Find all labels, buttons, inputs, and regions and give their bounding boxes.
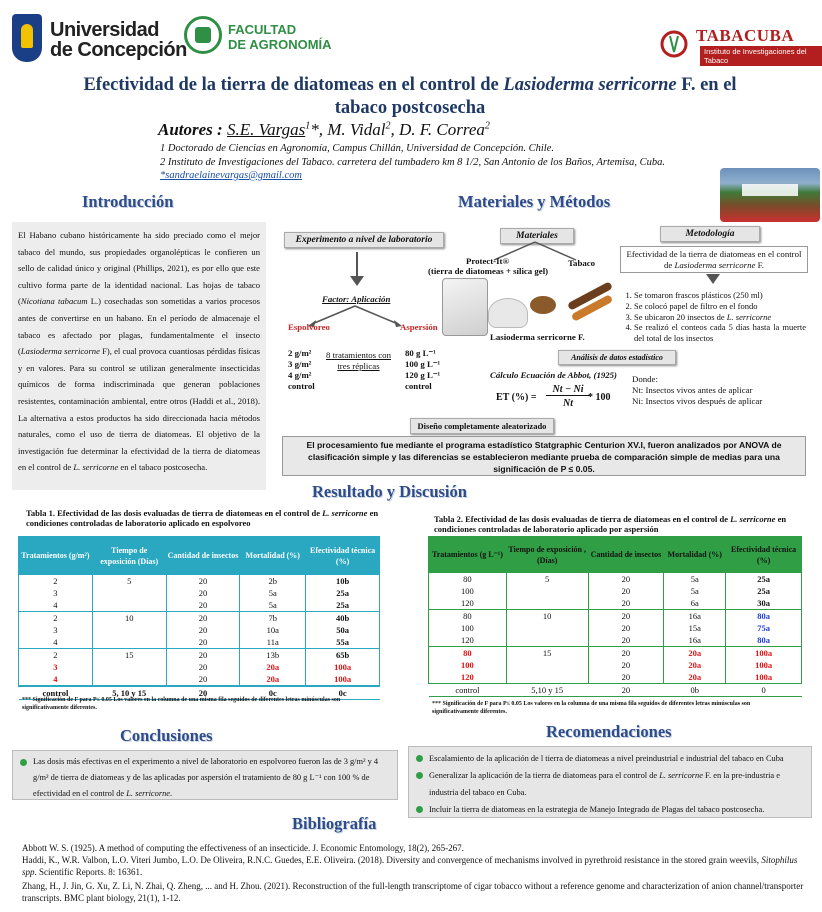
reference-2 — [22, 854, 812, 878]
table-cell — [506, 671, 588, 684]
table1-caption-1: Tabla 1. Efectividad de las dosis evaluadas de tierra de diatomeas en el control de — [26, 508, 323, 518]
conclusion-text: Las dosis más efectivas en el experimento a nivel de laboratorio en espolvoreo fueron las de 3 g/m² y 4 g/m² de tierra de diatomeas y de las aplicadas por aspersión el tratamiento de 80 g L⁻¹ con 100 % de efectividad en el control de — [33, 757, 379, 798]
author-1-sup: 1 — [305, 120, 311, 132]
table-cell: 50a — [306, 624, 380, 636]
conclusion-it: L. serricorne — [126, 789, 170, 798]
table-cell: 80 — [429, 573, 507, 586]
table-cell: 100 — [429, 622, 507, 634]
table-cell: 15a — [664, 622, 726, 634]
formula-et: ET (%) = — [496, 392, 537, 403]
table-row — [19, 599, 380, 612]
asp-3: 120 g L⁻¹ — [405, 370, 441, 380]
table-cell: 5a — [664, 573, 726, 586]
flow-stem — [356, 252, 358, 276]
arrow-down-icon — [350, 276, 364, 286]
table-row — [429, 622, 802, 634]
authors-line — [158, 120, 490, 140]
step-2: 2. Se colocó papel de filtro en el fondo — [634, 301, 806, 312]
treatments-label — [326, 350, 391, 372]
table2-caption — [434, 514, 814, 534]
agro-line2: DE AGRONOMÍA — [228, 37, 332, 52]
heading-introduccion: Introducción — [82, 192, 174, 211]
table-cell: 65b — [306, 649, 380, 662]
table-cell: 100a — [726, 659, 802, 671]
table-cell: 100a — [726, 671, 802, 684]
table-cell: 80a — [726, 610, 802, 623]
intro-t3-it: L. serricorne — [73, 462, 119, 473]
tabacuba-name: TABACUBA — [696, 26, 795, 45]
udec-logo-icon — [12, 14, 42, 62]
table-cell: 100a — [306, 673, 380, 686]
table-cell: 16a — [664, 610, 726, 623]
intro-t2: L.) cosechadas son sometidas a varios procesos antes de convertirse en un habano. En el período de almacenaje el tabaco es afectado por plagas, fundamentalmente el insecto ( — [18, 296, 260, 357]
table-cell: 0 — [726, 684, 802, 697]
intro-text-box — [12, 222, 266, 490]
table2 — [428, 536, 802, 697]
affiliation-2: 2 Instituto de Investigaciones del Tabaco. carretera del tumbadero km 8 1/2, San Antonio de los Baños, Artemisa, Cuba. — [160, 157, 666, 168]
table-cell: 20 — [166, 599, 240, 612]
table-row — [19, 612, 380, 625]
agronomia-name — [228, 22, 332, 52]
methodology-pill: Metodología — [660, 226, 760, 242]
t1-header-2: Cantidad de insectos — [166, 537, 240, 575]
table-row — [429, 634, 802, 647]
table-cell: 6a — [664, 597, 726, 610]
table-cell: 40b — [306, 612, 380, 625]
table-row — [429, 585, 802, 597]
table-cell: 80a — [726, 634, 802, 647]
table-cell: 10 — [92, 612, 166, 625]
table-cell — [506, 622, 588, 634]
table-cell: 10a — [240, 624, 306, 636]
table1-note: *** Significación de F para P≤ 0.05 Los valores en la columna de una misma fila seguidos de diferentes letras minúsculas son significativamente diferentes. — [22, 697, 341, 711]
table-row — [429, 573, 802, 586]
table-cell: 20 — [588, 622, 664, 634]
table-cell: 3 — [19, 587, 93, 599]
table-cell: 20 — [588, 597, 664, 610]
table-cell: 4 — [19, 599, 93, 612]
intro-t3: F), el cual provoca cuantiosas pérdidas físicas y en valores. Para su control se utilizan generalmente insecticidas químicos de forma indiscriminada que generan poblaciones resistentes, contaminación ambiental, entre otros (Haddi et al., 2018). La alternativa a estos productos ha sido direccionada hacia métodos naturales, como el uso de tierra de diatomeas. El objetivo de la investigación fue determinar la efectividad de la tierra de diatomeas en el control de — [18, 346, 260, 473]
protect-bag-image — [442, 278, 488, 336]
table-row-control — [429, 684, 802, 697]
methodology-box-it: Lasioderma serricorne — [674, 259, 756, 270]
table-cell: 20a — [664, 647, 726, 660]
agro-line1: FACULTAD — [228, 22, 297, 37]
methodology-box — [620, 246, 808, 273]
table-cell: 4 — [19, 636, 93, 649]
espolvoreo-label: Espolvoreo — [288, 322, 330, 332]
intro-t1-it: Nicotiana tabacum — [20, 296, 88, 307]
conclusions-box — [12, 750, 398, 800]
recommendation-3: Incluir la tierra de diatomeas en la estrategia de Manejo Integrado de Plagas del tabaco postcosecha. — [415, 801, 805, 818]
table-cell: 20 — [588, 659, 664, 671]
table-cell: 20 — [166, 636, 240, 649]
reference-2-it: Sitophilus spp — [22, 855, 798, 877]
experiment-pill: Experimento a nivel de laboratorio — [284, 232, 444, 248]
table-cell — [506, 597, 588, 610]
table-row — [429, 659, 802, 671]
table-row — [429, 597, 802, 610]
table1-caption-it: L. serricorne — [322, 508, 368, 518]
table-cell: 5a — [240, 587, 306, 599]
table-cell: 3 — [19, 624, 93, 636]
table-cell — [92, 624, 166, 636]
dose-1: 2 g/m² — [288, 348, 312, 358]
dose-list-aspersion — [405, 348, 440, 392]
table-cell — [92, 636, 166, 649]
table-cell — [506, 634, 588, 647]
table-cell: 20a — [240, 673, 306, 686]
poster-title — [60, 74, 760, 120]
author-1-star: * — [310, 120, 319, 139]
table-cell: 20 — [588, 647, 664, 660]
table1 — [18, 536, 380, 700]
t1-header-0: Tratamientos (g/m²) — [19, 537, 93, 575]
table-cell: control — [429, 684, 507, 697]
table-cell: 55a — [306, 636, 380, 649]
table-cell: 10b — [306, 575, 380, 588]
methodology-box-text: Efectividad de la tierra de diatomeas en el control de — [626, 249, 802, 270]
table-row — [429, 671, 802, 684]
step-3-text: Se ubicaron 20 insectos de — [634, 311, 727, 322]
heading-resultados: Resultado y Discusión — [312, 482, 467, 501]
dose-3: 4 g/m² — [288, 370, 312, 380]
table-cell: 20a — [664, 659, 726, 671]
insect-label: Lasioderma serricorne F. — [490, 332, 585, 342]
asp-2: 100 g L⁻¹ — [405, 359, 441, 369]
methodology-steps — [624, 290, 806, 344]
authors-label: Autores : — [158, 120, 223, 139]
table-cell: 30a — [726, 597, 802, 610]
table-cell: 20 — [588, 573, 664, 586]
dose-list-espolvoreo — [288, 348, 315, 392]
methodology-box-end: F. — [755, 259, 764, 270]
table-cell — [92, 587, 166, 599]
asp-control: control — [405, 381, 432, 391]
t1-header-3: Mortalidad (%) — [240, 537, 306, 575]
table-cell: 120 — [429, 597, 507, 610]
table-cell: 20 — [166, 575, 240, 588]
institute-photo — [720, 168, 820, 222]
protect-sub: (tierra de diatomeas + sílica gel) — [428, 266, 549, 276]
udec-line1: Universidad — [50, 19, 159, 41]
heading-conclusiones: Conclusiones — [120, 726, 213, 745]
asp-1: 80 g L⁻¹ — [405, 348, 436, 358]
table-cell — [506, 659, 588, 671]
table1-caption-2: en condiciones controladas de laboratorio aplicado en espolvoreo — [26, 508, 379, 528]
stats-pill: Análisis de datos estadístico — [558, 350, 676, 365]
step-4: 4. Se realizó el conteos cada 5 días hasta la muerte del total de los insectos — [634, 322, 806, 344]
table-cell: 100 — [429, 659, 507, 671]
intro-t1: El Habano cubano históricamente ha sido preciado como el mejor tabaco del mundo, sus propiedades organolépticas le confieren un sello de calidad único y original (Phillips, 2021), es por ello que este cultivo forma parte de la identidad nacional. Las hojas de tabaco ( — [18, 230, 260, 307]
table-cell: 20a — [240, 661, 306, 673]
dose-2: 3 g/m² — [288, 359, 312, 369]
udec-line2: de Concepción — [50, 39, 187, 61]
author-3-sup: 2 — [484, 120, 490, 132]
table-cell: 3 — [19, 661, 93, 673]
t2-header-4: Efectividad técnica (%) — [726, 537, 802, 573]
table-row — [19, 636, 380, 649]
table-cell: 2 — [19, 649, 93, 662]
table-cell: 13b — [240, 649, 306, 662]
table-cell: 15 — [506, 647, 588, 660]
table-cell: 5,10 y 15 — [506, 684, 588, 697]
reference-3: Zhang, H., J. Jin, G. Xu, Z. Li, N. Zhai, Q. Zheng, ... and H. Zhou. (2021). Reconstruction of the full-length transcriptome of cigar tobacco without a reference genome and characterization of anion channel/transporter transcripts. BMC plant biology, 21(1), 1-12. — [22, 881, 804, 903]
heading-recomendaciones: Recomendaciones — [546, 722, 672, 741]
table-cell: 120 — [429, 634, 507, 647]
factor-label: Factor: Aplicación — [322, 294, 391, 304]
table-row — [19, 661, 380, 673]
table-cell: 20 — [166, 661, 240, 673]
dose-control: control — [288, 381, 315, 391]
reference-1: Abbott W. S. (1925). A method of computing the effectiveness of an insecticide. J. Economic Entomology, 18(2), 265-267. — [22, 843, 464, 853]
beetle-icon — [530, 296, 556, 314]
t2-header-0: Tratamientos (g L⁻¹) — [429, 537, 507, 573]
table-row — [19, 649, 380, 662]
tabacuba-logo-icon — [660, 30, 688, 58]
table-row — [19, 624, 380, 636]
title-species: Lasioderma serricorne — [503, 75, 677, 95]
table-cell — [506, 585, 588, 597]
table-cell: 5 — [506, 573, 588, 586]
treatments-line1: 8 tratamientos con — [326, 350, 391, 360]
step-3 — [634, 312, 806, 323]
table-cell: 20 — [588, 634, 664, 647]
table-cell: 25a — [726, 585, 802, 597]
table-cell: 100 — [429, 585, 507, 597]
tabacuba-subtitle: Instituto de Investigaciones del Tabaco — [700, 46, 822, 66]
table-cell: 20 — [166, 624, 240, 636]
abbot-label: Cálculo Ecuación de Abbot, (1925) — [490, 370, 617, 380]
conclusion-end: . — [170, 789, 173, 798]
processing-box: El procesamiento fue mediante el programa estadístico Statgraphic Centurion XV.I, fueron analizados por ANOVA de clasificación simple y las diferencias se establecieron mediante prueba de comparación simple de medias para una significación de P ≤ 0.05. — [282, 436, 806, 476]
table-cell: 5a — [664, 585, 726, 597]
protect-label: Protect-It® — [466, 256, 510, 266]
recommendation-2-it: L. serricorne — [659, 771, 703, 780]
recommendation-2 — [415, 767, 805, 801]
table-row — [19, 673, 380, 686]
table-cell: 10 — [506, 610, 588, 623]
table-cell: 2 — [19, 575, 93, 588]
author-2: , M. Vidal — [318, 120, 386, 139]
table-row — [19, 587, 380, 599]
treatments-line2: tres réplicas — [337, 361, 380, 371]
recommendations-box — [408, 746, 812, 818]
table2-caption-1: Tabla 2. Efectividad de las dosis evaluadas de tierra de diatomeas en el control de — [434, 514, 731, 524]
table-cell: 20 — [166, 612, 240, 625]
table2-caption-it: L. serricorne — [730, 514, 776, 524]
formula-numerator: Nt − Ni — [546, 384, 590, 396]
recommendation-1: Escalamiento de la aplicación de l tierra de diatomeas a nivel preindustrial e industrial del tabaco en Cuba — [415, 750, 805, 767]
table-cell: 2 — [19, 612, 93, 625]
table-cell: 20 — [588, 684, 664, 697]
author-1: S.E. Vargas — [226, 120, 306, 139]
table-cell: 16a — [664, 634, 726, 647]
powder-image — [488, 298, 528, 328]
step-3-it: L. serricorne — [726, 311, 772, 322]
table-cell: control — [19, 686, 93, 700]
table-cell: 20 — [166, 649, 240, 662]
table-cell — [92, 661, 166, 673]
affiliation-1: 1 Doctorado de Ciencias en Agronomía, Campus Chillán, Universidad de Concepción. Chile. — [160, 143, 555, 154]
t2-header-1: Tiempo de exposición , (Días) — [506, 537, 588, 573]
materials-pill: Materiales — [500, 228, 574, 244]
intro-t2-it: Lasioderma serricorne — [20, 346, 100, 357]
intro-t4: en el tabaco postcosecha. — [118, 462, 208, 473]
design-pill: Diseño completamente aleatorizado — [410, 418, 554, 434]
table-cell: 20 — [588, 671, 664, 684]
table-cell: 75a — [726, 622, 802, 634]
arrow-down-icon-2 — [706, 274, 720, 284]
heading-bibliografia: Bibliografía — [292, 814, 377, 833]
author-2-sup: 2 — [385, 120, 391, 132]
table-cell: 25a — [306, 599, 380, 612]
table-cell: 20 — [166, 686, 240, 700]
formula-denominator: Nt — [563, 398, 573, 409]
table-cell: 7b — [240, 612, 306, 625]
table-cell: 15 — [92, 649, 166, 662]
table-cell: 100a — [306, 661, 380, 673]
table-cell: 25a — [306, 587, 380, 599]
recommendation-2-end: F. en la pre-industria e industria del tabaco en Cuba. — [429, 771, 780, 797]
table-row — [429, 610, 802, 623]
title-part1: Efectividad de la tierra de diatomeas en el control de — [83, 75, 504, 95]
table-cell: 20 — [588, 585, 664, 597]
tabaco-label: Tabaco — [568, 258, 596, 268]
table-cell: 20 — [166, 673, 240, 686]
table2-caption-2: en condiciones controladas de laboratorio aplicado por aspersión — [434, 514, 787, 534]
ni-legend: Ni: Insectos vivos después de aplicar — [632, 396, 763, 406]
table2-note: *** Significación de F para P≤ 0.05 Los valores en la columna de una misma fila seguidos de diferentes letras minúsculas son significativamente diferentes. — [432, 701, 751, 715]
t1-header-1: Tiempo de exposición (Días) — [92, 537, 166, 575]
recommendation-2-text: Generalizar la aplicación de la tierra de diatomeas para el control de — [429, 771, 660, 780]
t2-header-2: Cantidad de insectos — [588, 537, 664, 573]
table-row — [429, 647, 802, 660]
aspersion-label: Aspersión — [400, 322, 438, 332]
table-row — [19, 575, 380, 588]
table-cell: 100a — [726, 647, 802, 660]
t2-header-3: Mortalidad (%) — [664, 537, 726, 573]
step-1: 1. Se tomaron frascos plásticos (250 ml) — [634, 290, 806, 301]
reference-2-text: Haddi, K., W.R. Valbon, L.O. Viteri Jumbo, L.O. De Oliveira, R.N.C. Guedes, E.E. Oliveira. (2018). Diversity and convergence of mechanisms involved in pyrethroid resistance in the stored grain weevils, — [22, 855, 762, 865]
table-cell: 5a — [240, 599, 306, 612]
table-cell: 120 — [429, 671, 507, 684]
table-cell: 20 — [588, 610, 664, 623]
table1-caption — [26, 508, 382, 528]
author-email-link[interactable]: *sandraelainevargas@gmail.com — [160, 170, 302, 181]
table-cell: 20 — [166, 587, 240, 599]
donde: Donde: — [632, 374, 658, 384]
table-cell: 2b — [240, 575, 306, 588]
heading-materiales: Materiales y Métodos — [458, 192, 611, 211]
agronomia-logo-icon — [184, 16, 222, 54]
table-cell: 4 — [19, 673, 93, 686]
table-cell: 80 — [429, 610, 507, 623]
conclusion-item — [19, 754, 391, 802]
formula-legend — [632, 374, 762, 407]
udec-name — [50, 20, 187, 60]
table-cell: 0c — [306, 686, 380, 700]
t1-header-4: Efectividad técnica (%) — [306, 537, 380, 575]
reference-2-end: . Scientific Reports. 8: 16361. — [34, 867, 143, 877]
table-cell: 0b — [664, 684, 726, 697]
table-cell — [92, 673, 166, 686]
table-cell: 5 — [92, 575, 166, 588]
table-cell: 0c — [240, 686, 306, 700]
table-cell — [92, 599, 166, 612]
table-cell: 80 — [429, 647, 507, 660]
table-cell: 11a — [240, 636, 306, 649]
nt-legend: Nt: Insectos vivos antes de aplicar — [632, 385, 753, 395]
title-part2: F. en el tabaco postcosecha — [334, 75, 737, 118]
table-cell: 20a — [664, 671, 726, 684]
table-cell: 5, 10 y 15 — [92, 686, 166, 700]
table-cell: 25a — [726, 573, 802, 586]
author-3: , D. F. Correa — [390, 120, 485, 139]
formula-times: * 100 — [588, 392, 611, 403]
